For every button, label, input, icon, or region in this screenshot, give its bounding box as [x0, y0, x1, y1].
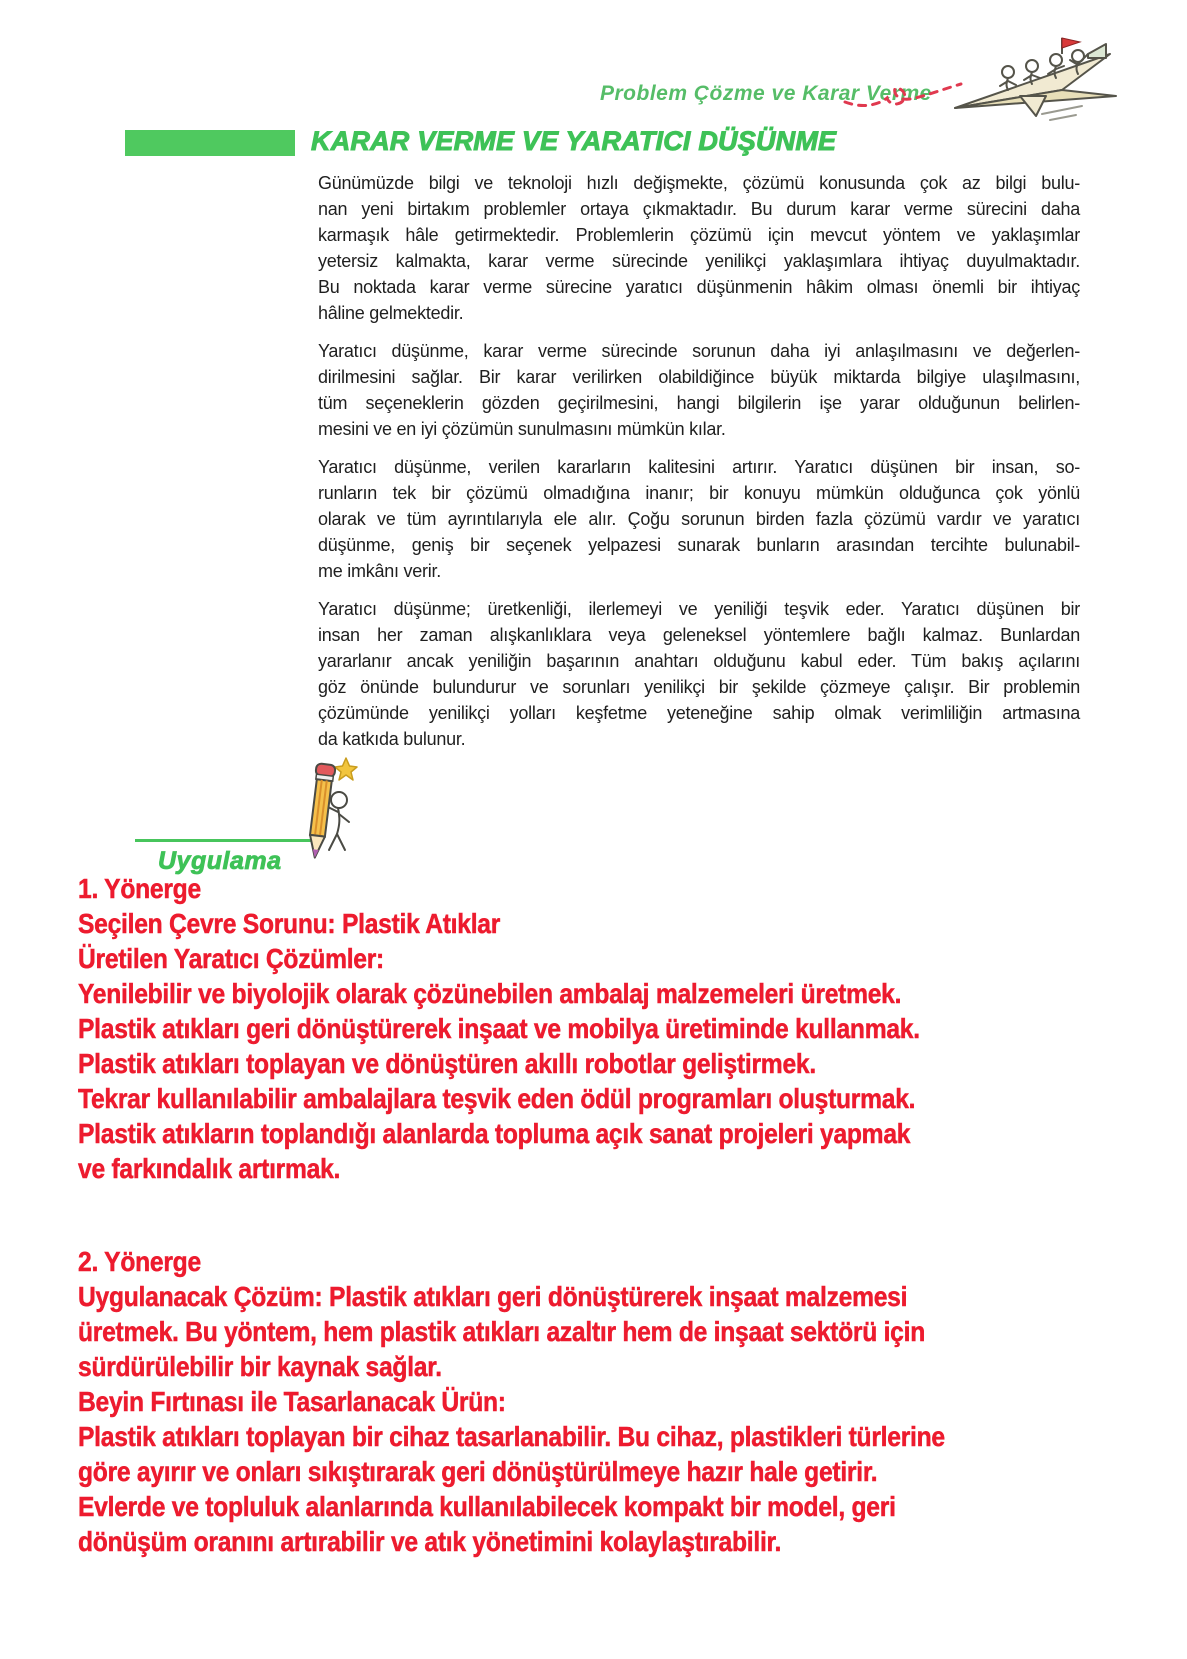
- instruction-line: üretmek. Bu yöntem, hem plastik atıkları azaltır hem de inşaat sektörü için: [78, 1316, 925, 1347]
- star-icon: [335, 758, 357, 780]
- text-line: tüm seçeneklerin gözden geçirilmesini, hangi bilgilerin işe yarar olduğunun belirlen-: [318, 393, 1080, 413]
- text-line: dirilmesini sağlar. Bir karar verilirken olabildiğince büyük miktarda bilgiye ulaşılmasını,: [318, 367, 1080, 387]
- paper-plane-icon: [950, 36, 1125, 128]
- paragraph: [318, 596, 1080, 752]
- instruction-line: Evlerde ve topluluk alanlarında kullanılabilecek kompakt bir model, geri: [78, 1491, 896, 1522]
- uygulama-label: Uygulama: [158, 847, 282, 875]
- yonerge-2-lines: [78, 1279, 1063, 1559]
- instruction-line: sürdürülebilir bir kaynak sağlar.: [78, 1351, 442, 1382]
- yonerge-1-block: [78, 871, 1035, 1186]
- text-line: insan her zaman alışkanlıklara veya geleneksel yöntemlere bağlı kalmaz. Bunlardan: [318, 625, 1080, 645]
- instruction-line: ve farkındalık artırmak.: [78, 1153, 341, 1184]
- instruction-line: Beyin Fırtınası ile Tasarlanacak Ürün:: [78, 1386, 506, 1417]
- instruction-line: Yenilebilir ve biyolojik olarak çözünebilen ambalaj malzemeleri üretmek.: [78, 978, 902, 1009]
- megaphone-icon: [1088, 44, 1106, 58]
- paragraph: [318, 170, 1080, 326]
- text-line: çözümünde yenilikçi yolları keşfetme yeteneğine sahip olmak verimliliğin artmasına: [318, 703, 1080, 723]
- text-line: nan yeni birtakım problemler ortaya çıkmaktadır. Bu durum karar verme sürecini daha: [318, 199, 1080, 219]
- instruction-line: Plastik atıkları toplayan bir cihaz tasarlanabilir. Bu cihaz, plastikleri türlerine: [78, 1421, 945, 1452]
- yonerge-2-heading: 2. Yönerge: [78, 1246, 201, 1277]
- text-line: göz önünde bulundurur ve sorunları yenilikçi bir şekilde çözmeye çalışır. Bir problemin: [318, 677, 1080, 697]
- instruction-line: Tekrar kullanılabilir ambalajlara teşvik eden ödül programları oluşturmak.: [78, 1083, 916, 1114]
- paragraph: [318, 454, 1080, 584]
- text-line: mesini ve en iyi çözümün sunulmasını mümkün kılar.: [318, 419, 726, 439]
- instruction-line: Seçilen Çevre Sorunu: Plastik Atıklar: [78, 908, 501, 939]
- instruction-line: Uygulanacak Çözüm: Plastik atıkları geri dönüştürerek inşaat malzemesi: [78, 1281, 908, 1312]
- section-title: KARAR VERME VE YARATICI DÜŞÜNME: [311, 126, 837, 156]
- yonerge-2-block: [78, 1244, 1063, 1559]
- instruction-line: Üretilen Yaratıcı Çözümler:: [78, 943, 385, 974]
- body-text-column: [318, 170, 1080, 764]
- header-tagline: Problem Çözme ve Karar Verme: [600, 82, 932, 105]
- yonerge-1-lines: [78, 906, 1035, 1186]
- instruction-line: Plastik atıkları geri dönüştürerek inşaat ve mobilya üretiminde kullanmak.: [78, 1013, 920, 1044]
- instruction-line: göre ayırır ve onları sıkıştırarak geri dönüştürülmeye hazır hale getirir.: [78, 1456, 878, 1487]
- text-line: runların tek bir çözümü olmadığına inanır; bir konuyu mümkün olduğunca çok yönlü: [318, 483, 1080, 503]
- text-line: me imkânı verir.: [318, 561, 442, 581]
- instruction-line: Plastik atıkların toplandığı alanlarda topluma açık sanat projeleri yapmak: [78, 1118, 911, 1149]
- text-line: karmaşık hâle getirmektedir. Problemlerin çözümü için mevcut yöntem ve yaklaşımlar: [318, 225, 1080, 245]
- pencil-mascot-icon: [296, 756, 362, 868]
- text-line: Yaratıcı düşünme, karar verme sürecinde sorunun daha iyi anlaşılmasını ve değerlen-: [318, 341, 1080, 361]
- text-line: olarak ve tüm ayrıntılarıyla ele alır. Çoğu sorunun birden fazla çözümü vardır ve yaratıcı: [318, 509, 1080, 529]
- section-accent-bar: [125, 130, 295, 156]
- uygulama-underline: [135, 839, 311, 842]
- text-line: yetersiz kalmakta, karar verme sürecinde yenilikçi yaklaşımlara ihtiyaç duyulmaktadır.: [318, 251, 1080, 271]
- text-line: Bu noktada karar verme sürecine yaratıcı düşünmenin hâkim olması önemli bir ihtiyaç: [318, 277, 1080, 297]
- yonerge-1-heading: 1. Yönerge: [78, 873, 201, 904]
- text-line: Yaratıcı düşünme, verilen kararların kalitesini artırır. Yaratıcı düşünen bir insan, so-: [318, 457, 1080, 477]
- text-line: Günümüzde bilgi ve teknoloji hızlı değişmekte, çözümü konusunda çok az bilgi bulu-: [318, 173, 1080, 193]
- text-line: hâline gelmektedir.: [318, 303, 464, 323]
- paragraph: [318, 338, 1080, 442]
- instruction-line: Plastik atıkları toplayan ve dönüştüren akıllı robotlar geliştirmek.: [78, 1048, 816, 1079]
- text-line: yararlanır ancak yeniliğin başarının anahtarı olduğunu kabul eder. Tüm bakış açılarını: [318, 651, 1080, 671]
- text-line: Yaratıcı düşünme; üretkenliği, ilerlemeyi ve yeniliği teşvik eder. Yaratıcı düşünen bir: [318, 599, 1080, 619]
- text-line: da katkıda bulunur.: [318, 729, 466, 749]
- instruction-line: dönüşüm oranını artırabilir ve atık yönetimini kolaylaştırabilir.: [78, 1526, 782, 1557]
- flight-path-dashes-icon: [843, 76, 963, 118]
- text-line: düşünme, geniş bir seçenek yelpazesi sunarak bunların arasından tercihte bulunabil-: [318, 535, 1080, 555]
